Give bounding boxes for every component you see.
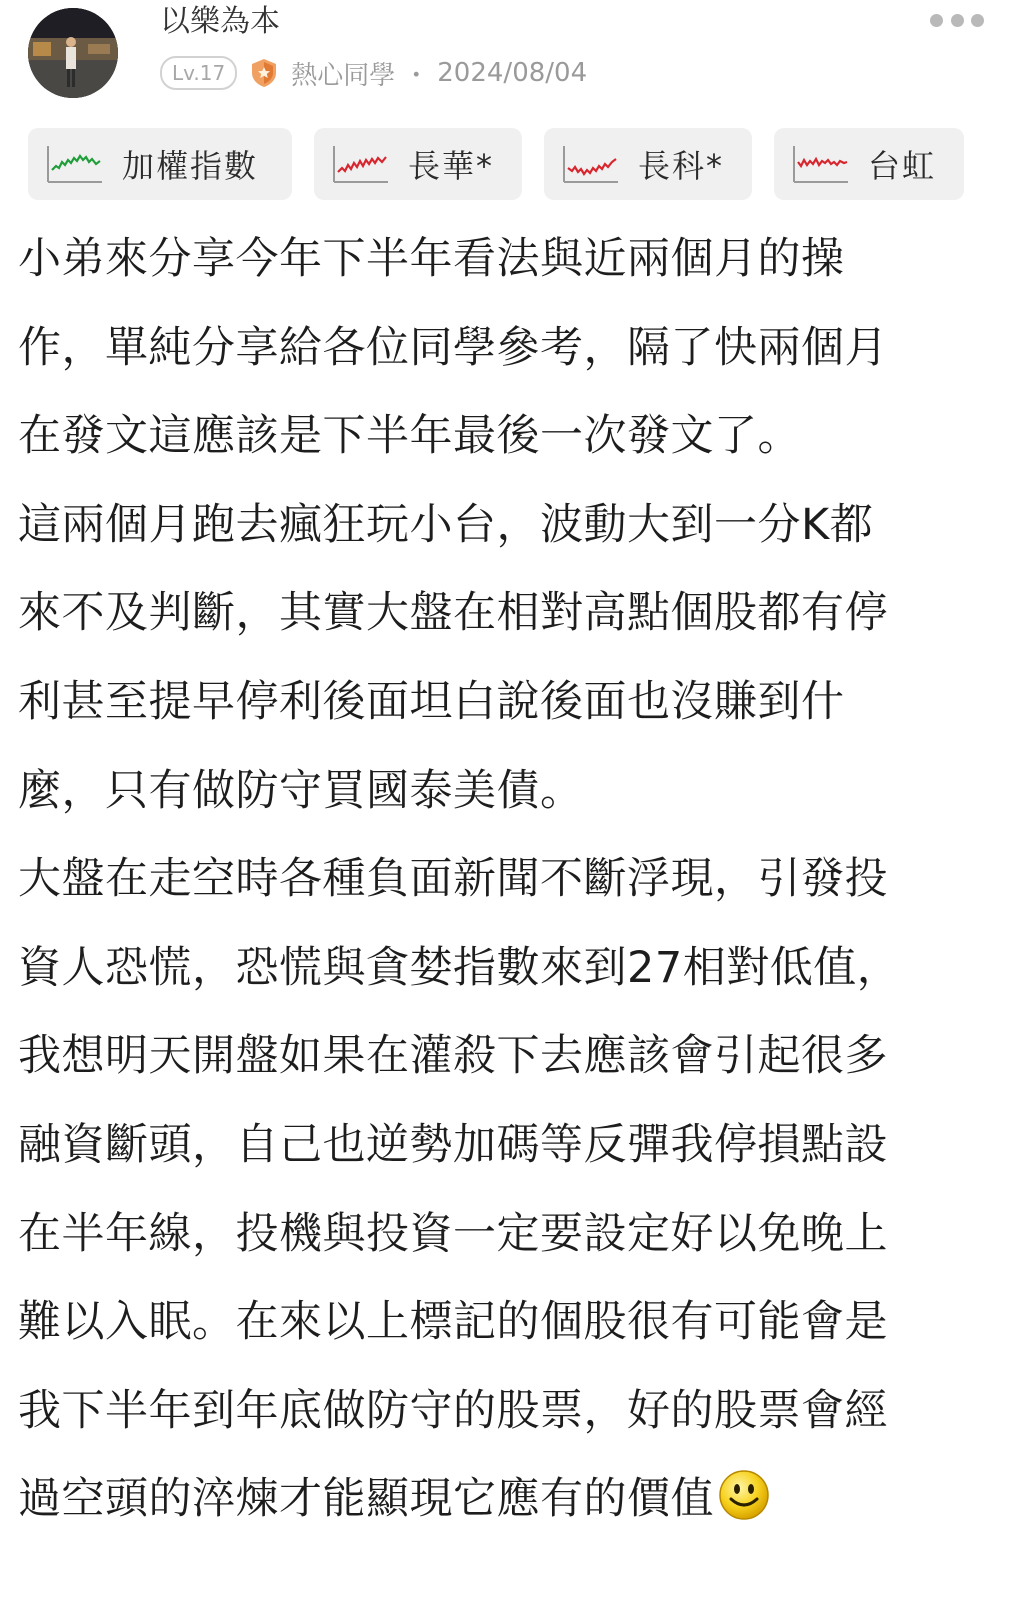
post-line: 難以入眠。在來以上標記的個股很有可能會是 [18,1297,888,1348]
post-header [0,0,1036,110]
stock-tag-list [28,128,964,202]
stock-tag-taiflex[interactable] [774,128,964,200]
user-meta [160,55,587,91]
stock-tag-label: 長華* [408,147,495,185]
stock-tag-chang-ke[interactable] [544,128,752,200]
post-date: 2024/08/04 [437,58,588,88]
stock-tag-label: 台虹 [868,147,937,185]
post-line: 作，單純分享給各位同學參考，隔了快兩個月 [18,322,888,373]
sparkline-path [338,157,386,172]
sparkline-icon [46,144,104,184]
sparkline-icon [792,144,850,184]
post-line: 這兩個月跑去瘋狂玩小台，波動大到一分K都 [18,499,874,550]
stock-tag-taiex[interactable] [28,128,292,200]
post-line: 在發文這應該是下半年最後一次發文了。 [18,411,801,462]
post-line-last [18,1455,983,1544]
avatar[interactable] [28,8,118,98]
username[interactable]: 以樂為本 [160,4,280,39]
sparkline-path [52,156,100,170]
post-line: 我想明天開盤如果在灌殺下去應該會引起很多 [18,1031,888,1082]
more-dots-icon[interactable] [930,10,984,30]
post-line: 在半年線，投機與投資一定要設定好以免晚上 [18,1208,888,1259]
meta-separator: ・ [403,60,430,91]
rank-label: 熱心同學 [291,60,396,91]
post-line: 小弟來分享今年下半年看法與近兩個月的操 [18,234,845,284]
shield-badge-icon [251,58,277,88]
level-badge: Lv.17 [160,56,237,90]
post-line: 大盤在走空時各種負面新聞不斷浮現，引發投 [18,854,888,905]
sparkline-icon [562,144,620,184]
post-content [18,215,983,1544]
stock-tag-label: 長科* [638,147,725,185]
sparkline-path [568,159,616,174]
stock-tag-chang-wah[interactable] [314,128,522,200]
sparkline-path [798,159,847,166]
post-line: 我下半年到年底做防守的股票，好的股票會經 [18,1385,888,1436]
post-line: 麼，只有做防守買國泰美債。 [18,765,584,816]
more-dot [971,14,984,27]
post-line: 利甚至提早停利後面坦白說後面也沒賺到什 [18,676,845,727]
avatar-photo [28,8,118,98]
stock-tag-label: 加權指數 [122,147,259,185]
post-line: 來不及判斷，其實大盤在相對高點個股都有停 [18,588,888,639]
more-dot [951,14,964,27]
post-line: 資人恐慌，恐慌與貪婪指數來到27相對低值， [18,942,901,993]
post-line-text: 過空頭的淬煉才能顯現它應有的價值 [18,1474,714,1525]
post-line: 融資斷頭，自己也逆勢加碼等反彈我停損點設 [18,1119,888,1170]
sparkline-icon [332,144,390,184]
more-dot [930,14,943,27]
smiley-face-icon [718,1469,770,1521]
